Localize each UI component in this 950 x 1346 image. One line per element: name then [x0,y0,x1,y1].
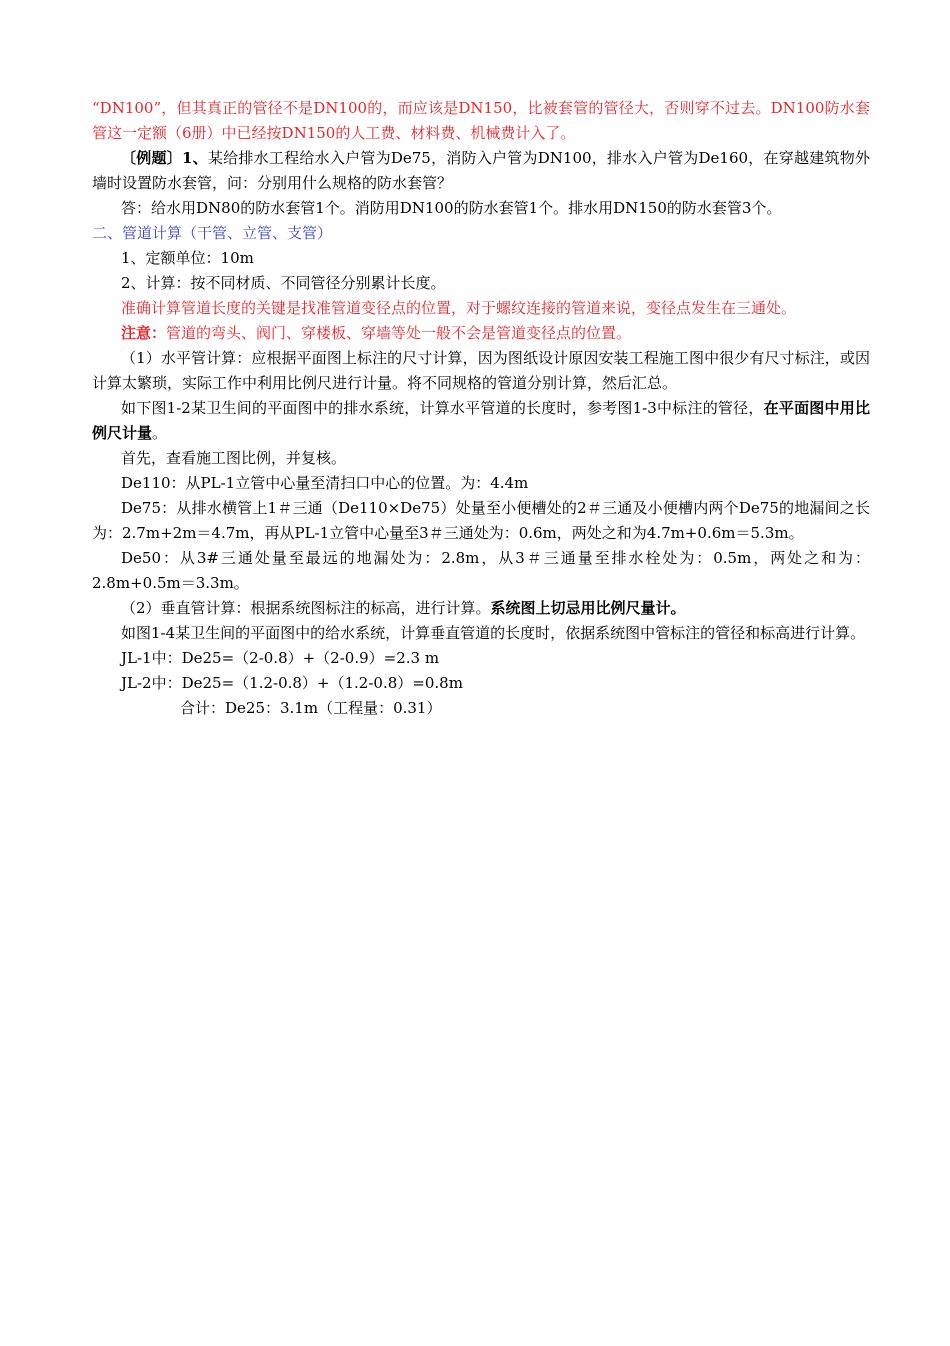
document-page [92,96,870,721]
paragraph-key-point: 准确计算管道长度的关键是找准管道变径点的位置，对于螺纹连接的管道来说，变径点发生在三通处。 [121,299,797,317]
vertical-pipe-bold: 系统图上切忌用比例尺量计。 [490,599,686,617]
figure-1-2-text: 如下图1-2某卫生间的平面图中的排水系统，计算水平管道的长度时，参考图1-3中标注的管径， [121,399,764,417]
paragraph-casing-note: “DN100”，但其真正的管径不是DN100的，而应该是DN150，比被套管的管径大，否则穿不过去。DN100防水套管这一定额（6册）中已经按DN150的人工费、材料费、机械费计入了。 [92,99,870,142]
paragraph-total: 合计：De25：3.1m（工程量：0.31） [180,699,442,717]
paragraph-de75: De75：从排水横管上1＃三通（De110×De75）处量至小便槽处的2＃三通及小便槽内两个De75的地漏间之长为：2.7m+2m＝4.7m，再从PL-1立管中心量至3＃三通处为：0.6m，两处之和为4.7m+0.6m＝5.3m。 [92,499,870,542]
example-text: 某给排水工程给水入户管为De75，消防入户管为DN100，排水入户管为De160，在穿越建筑物外墙时设置防水套管，问：分别用什么规格的防水套管？ [92,149,870,192]
paragraph-figure-1-2 [92,396,870,446]
paragraph-de50: De50：从3#三通处量至最远的地漏处为：2.8m，从3＃三通量至排水栓处为：0.5m，两处之和为：2.8m+0.5m＝3.3m。 [92,549,870,592]
paragraph-vertical-pipe [92,596,870,621]
paragraph-attention [92,321,870,346]
paragraph-jl-1: JL-1中：De25=（2-0.8）+（2-0.9）=2.3 m [121,649,440,667]
paragraph-unit: 1、定额单位：10m [121,249,254,267]
figure-1-2-bold: 在平面图中用比例尺计量 [92,399,870,442]
paragraph-horizontal-pipe: （1）水平管计算：应根据平面图上标注的尺寸计算，因为图纸设计原因安装工程施工图中很少有尺寸标注，或因计算太繁琐，实际工作中利用比例尺进行计量。将不同规格的管道分别计算，然后汇总。 [92,349,870,392]
example-label: 〔例题〕1、 [121,149,208,167]
paragraph-calc-rule: 2、计算：按不同材质、不同管径分别累计长度。 [121,274,446,292]
attention-label: 注意： [121,324,167,342]
paragraph-jl-2: JL-2中：De25=（1.2-0.8）+（1.2-0.8）=0.8m [121,674,463,692]
paragraph-check-scale: 首先，查看施工图比例，并复核。 [121,449,347,467]
figure-1-2-end: 。 [152,424,168,442]
section-heading-pipe-calc: 二、管道计算（干管、立管、支管） [92,224,333,242]
paragraph-figure-1-4: 如图1-4某卫生间的平面图中的给水系统，计算垂直管道的长度时，依据系统图中管标注的管径和标高进行计算。 [121,624,866,642]
paragraph-example [92,146,870,196]
vertical-pipe-text: （2）垂直管计算：根据系统图标注的标高，进行计算。 [121,599,491,617]
attention-text: 管道的弯头、阀门、穿楼板、穿墙等处一般不会是管道变径点的位置。 [166,324,632,342]
paragraph-answer: 答：给水用DN80的防水套管1个。消防用DN100的防水套管1个。排水用DN150的防水套管3个。 [121,199,782,217]
paragraph-de110: De110：从PL-1立管中心量至清扫口中心的位置。为：4.4m [121,474,529,492]
